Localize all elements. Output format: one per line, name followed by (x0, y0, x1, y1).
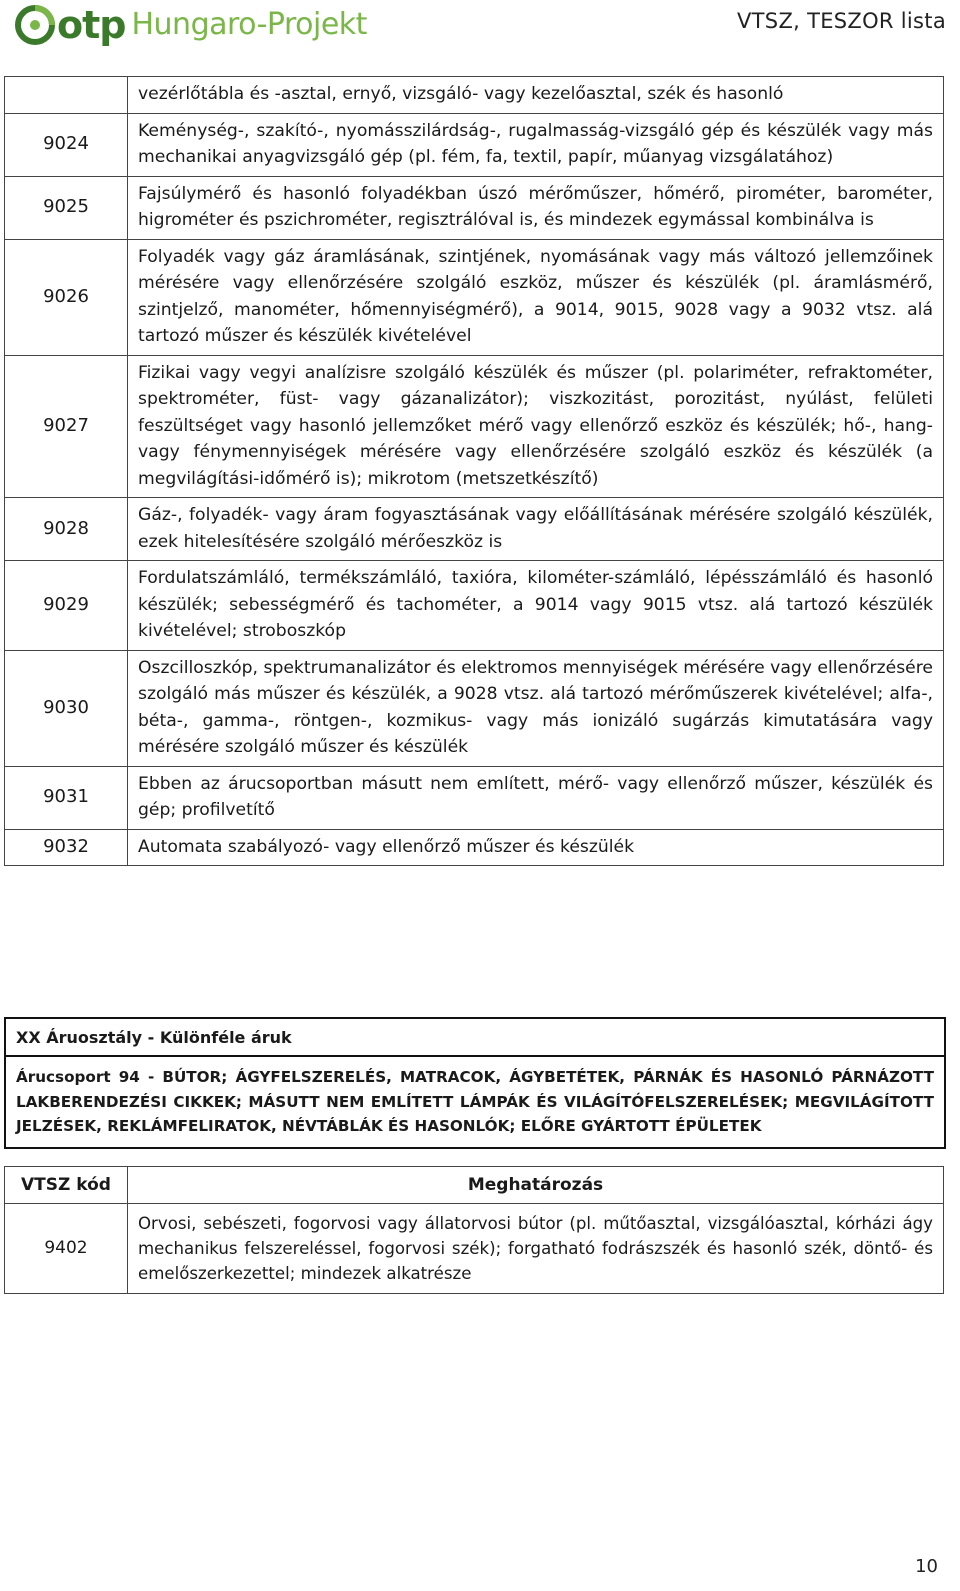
document-title: VTSZ, TESZOR lista (737, 9, 946, 33)
description-cell: Orvosi, sebészeti, fogorvosi vagy állatorvosi bútor (pl. műtőasztal, vizsgálóasztal, kórházi ágy mechanikus felszereléssel, fogorvosi szék); forgatható fodrászszék és hasonló szék, döntő- és emelőszerkezettel; mindezek alkatrésze (128, 1204, 944, 1294)
table-row (5, 355, 944, 498)
vtsz-code-cell: 9026 (5, 239, 128, 355)
description-cell: Keménység-, szakító-, nyomásszilárdság-, rugalmasság-vizsgáló gép és készülék vagy más mechanikai anyagvizsgáló gép (pl. fém, fa, textil, papír, műanyag vizsgálatához) (128, 113, 944, 176)
column-header-description: Meghatározás (128, 1167, 944, 1204)
description-cell: Ebben az árucsoportban másutt nem említett, mérő- vagy ellenőrző műszer, készülék és gép; profilvetítő (128, 766, 944, 829)
otp-logo-mark-icon (15, 5, 55, 45)
table-row (5, 239, 944, 355)
description-cell: Fajsúlymérő és hasonló folyadékban úszó mérőműszer, hőmérő, pirométer, barométer, higrométer és pszichrométer, regisztrálóval is, és mindezek egymással kombinálva is (128, 176, 944, 239)
table-row (5, 176, 944, 239)
logo-subtitle-text: Hungaro-Projekt (131, 7, 367, 42)
vtsz-code-cell: 9027 (5, 355, 128, 498)
description-cell: Gáz-, folyadék- vagy áram fogyasztásának vagy előállításának mérésére szolgáló készülék, ezek hitelesítésére szolgáló mérőeszköz is (128, 498, 944, 561)
section-heading-box (4, 1017, 946, 1149)
column-header-code: VTSZ kód (5, 1167, 128, 1204)
customs-code-table-90 (4, 76, 944, 866)
vtsz-code-cell: 9025 (5, 176, 128, 239)
table-row (5, 561, 944, 651)
table-row (5, 113, 944, 176)
table-row (5, 1204, 944, 1294)
description-cell: Oszcilloszkóp, spektrumanalizátor és elektromos mennyiségek mérésére vagy ellenőrzésére szolgáló más műszer és készülék, a 9028 vtsz. alá tartozó mérőműszerek kivételével; alfa-, béta-, gamma-, röntgen-, kozmikus- vagy más ionizáló sugárzás kimutatására vagy mérésére szolgáló műszer és készülék (128, 650, 944, 766)
page-header (0, 0, 960, 50)
vtsz-code-cell: 9024 (5, 113, 128, 176)
logo-otp-text: otp (57, 3, 126, 47)
table-row (5, 829, 944, 866)
product-group-title: Árucsoport 94 - BÚTOR; ÁGYFELSZERELÉS, MATRACOK, ÁGYBETÉTEK, PÁRNÁK ÉS HASONLÓ PÁRNÁZOTT LAKBERENDEZÉSI CIKKEK; MÁSUTT NEM EMLÍTETT LÁMPÁK ÉS VILÁGÍTÓFELSZERELÉSEK; MEGVILÁGÍTOTT JELZÉSEK, REKLÁMFELIRATOK, NÉVTÁBLÁK ÉS HASONLÓK; ELŐRE GYÁRTOTT ÉPÜLETEK (16, 1068, 934, 1135)
table-row (5, 766, 944, 829)
vtsz-code-cell: 9031 (5, 766, 128, 829)
table-row (5, 498, 944, 561)
vtsz-code-cell: 9402 (5, 1204, 128, 1294)
table-row (5, 650, 944, 766)
otp-logo (15, 2, 367, 48)
vtsz-code-cell (5, 77, 128, 114)
vtsz-code-cell: 9028 (5, 498, 128, 561)
vtsz-code-cell: 9030 (5, 650, 128, 766)
description-cell: Folyadék vagy gáz áramlásának, szintjének, nyomásának vagy más változó jellemzőinek mérésére vagy ellenőrzésére szolgáló eszköz, műszer és készülék (pl. áramlásmérő, szintjelző, manométer, hőmennyiségmérő), a 9014, 9015, 9028 vagy a 9032 vtsz. alá tartozó műszer és készülék kivételével (128, 239, 944, 355)
vtsz-code-cell: 9032 (5, 829, 128, 866)
description-cell: vezérlőtábla és -asztal, ernyő, vizsgáló- vagy kezelőasztal, szék és hasonló (128, 77, 944, 114)
table-header-row (5, 1167, 944, 1204)
section-title: XX Áruosztály - Különféle áruk (6, 1019, 944, 1057)
customs-code-table-94 (4, 1166, 944, 1294)
description-cell: Fizikai vagy vegyi analízisre szolgáló készülék és műszer (pl. polariméter, refraktométer, spektrométer, füst- vagy gázanalizátor); viszkozitást, porozitást, nyúlást, felületi feszültséget vagy hasonló jellemzőket mérő vagy ellenőrző eszköz és készülék; hő-, hang- vagy fénymennyiségek mérésére vagy ellenőrzésére szolgáló eszköz és készülék (a megvilágítási-időmérő is); mikrotom (metszetkészítő) (128, 355, 944, 498)
description-cell: Automata szabályozó- vagy ellenőrző műszer és készülék (128, 829, 944, 866)
vtsz-code-cell: 9029 (5, 561, 128, 651)
page-number: 10 (915, 1556, 938, 1577)
description-cell: Fordulatszámláló, termékszámláló, taxióra, kilométer-számláló, lépésszámláló és hasonló készülék; sebességmérő és tachométer, a 9014 vagy 9015 vtsz. alá tartozó készülék kivételével; stroboszkóp (128, 561, 944, 651)
table-row (5, 77, 944, 114)
